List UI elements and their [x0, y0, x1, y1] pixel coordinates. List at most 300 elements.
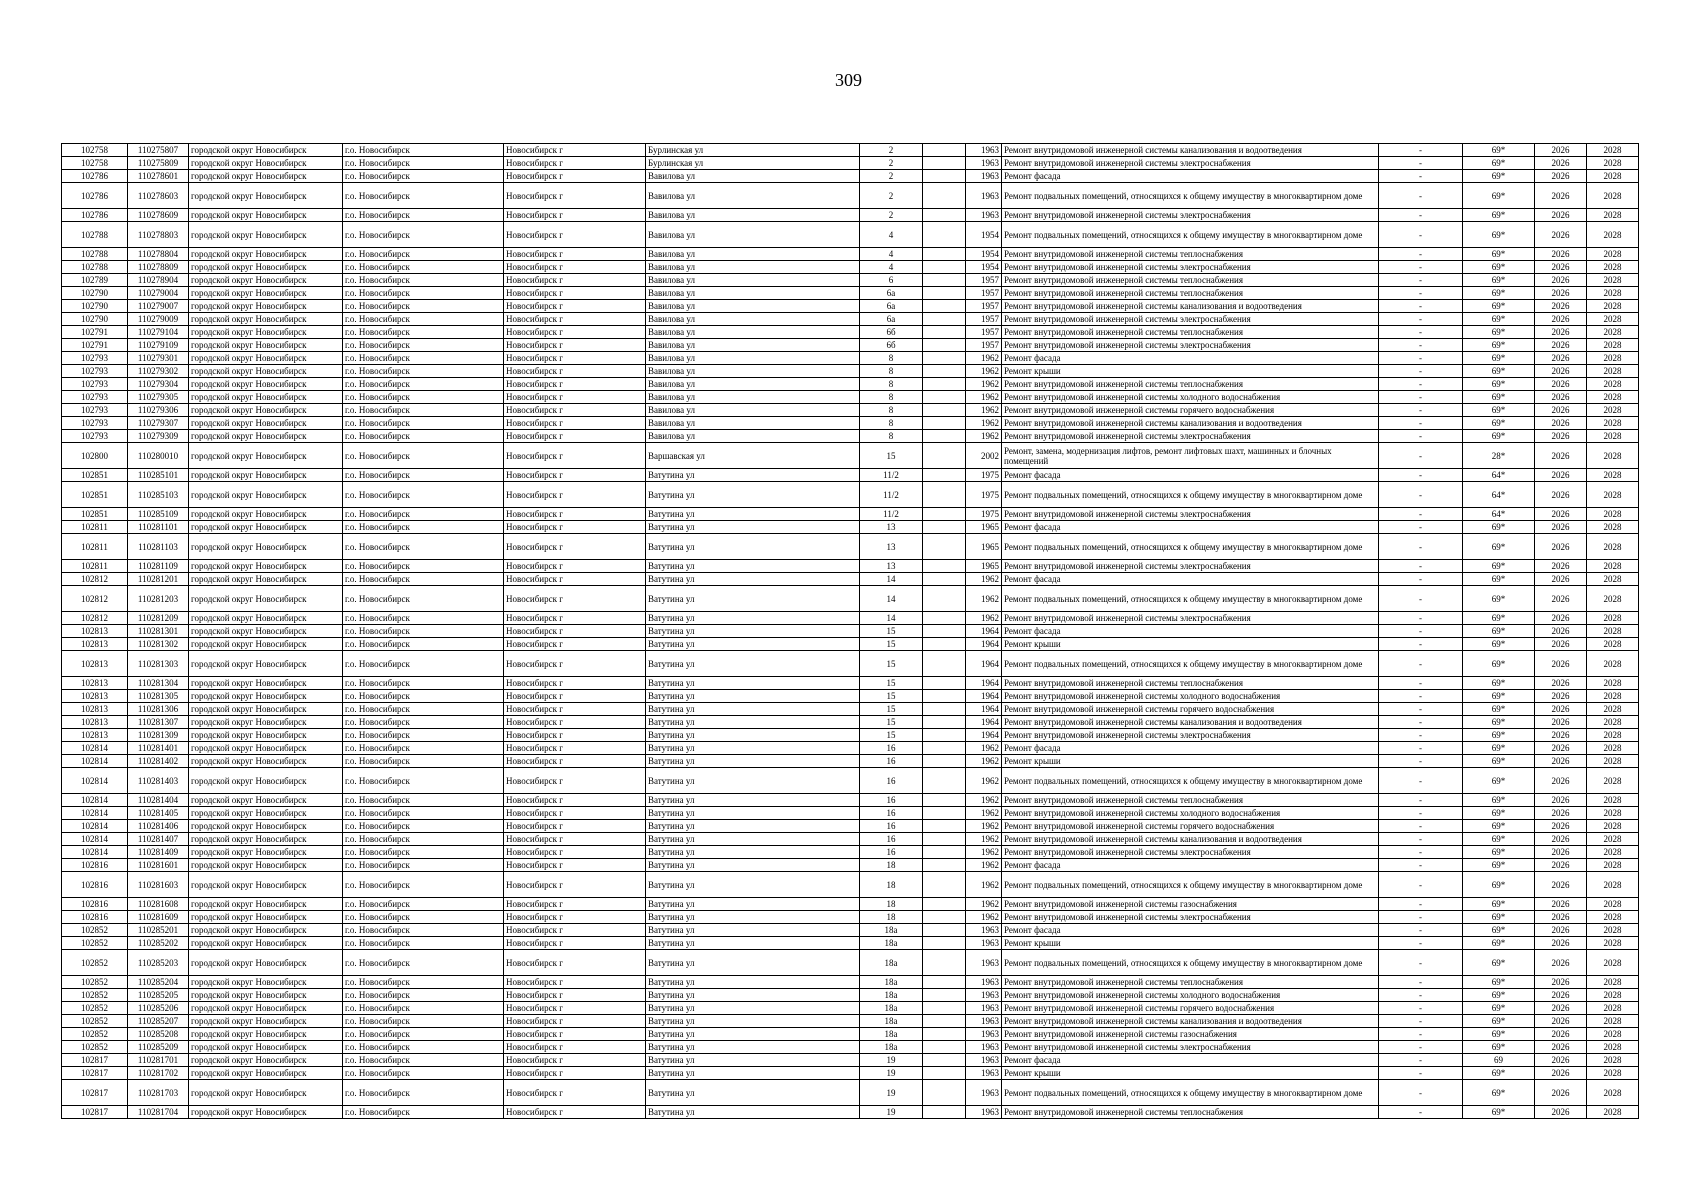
cell-year-start: 2026 [1535, 339, 1587, 352]
cell-locality: Новосибирск г [504, 859, 646, 872]
cell-municipal-district: городской округ Новосибирск [189, 651, 343, 677]
cell-work-type: Ремонт внутридомовой инженерной системы канализования и водоотведения [1002, 300, 1379, 313]
cell-year-start: 2026 [1535, 313, 1587, 326]
cell-work-type: Ремонт внутридомовой инженерной системы теплоснабжения [1002, 378, 1379, 391]
cell-year-start: 2026 [1535, 1054, 1587, 1067]
cell-house-number: 6б [860, 339, 923, 352]
cell-year-built: 1957 [966, 326, 1002, 339]
cell-house-id: 102816 [62, 872, 128, 898]
cell-locality: Новосибирск г [504, 989, 646, 1002]
cell-work-id: 110281103 [128, 534, 189, 560]
cell-locality: Новосибирск г [504, 326, 646, 339]
cell-cost-col: 69* [1463, 586, 1535, 612]
cell-house-number: 8 [860, 430, 923, 443]
cell-house-id: 102851 [62, 508, 128, 521]
cell-municipality: г.о. Новосибирск [343, 170, 504, 183]
cell-year-built: 1963 [966, 1054, 1002, 1067]
cell-house-id: 102758 [62, 144, 128, 157]
cell-work-type: Ремонт внутридомовой инженерной системы электроснабжения [1002, 261, 1379, 274]
cell-work-type: Ремонт фасада [1002, 521, 1379, 534]
cell-building [923, 703, 966, 716]
table-row [62, 209, 1639, 222]
table-row [62, 638, 1639, 651]
cell-municipality: г.о. Новосибирск [343, 859, 504, 872]
table-row [62, 625, 1639, 638]
cell-street: Ватутина ул [646, 950, 860, 976]
table-row [62, 768, 1639, 794]
cell-blank-col: - [1379, 859, 1463, 872]
cell-work-id: 110281309 [128, 729, 189, 742]
cell-locality: Новосибирск г [504, 716, 646, 729]
table-row [62, 1067, 1639, 1080]
cell-municipality: г.о. Новосибирск [343, 144, 504, 157]
cell-building [923, 430, 966, 443]
cell-house-number: 8 [860, 365, 923, 378]
cell-year-end: 2028 [1587, 417, 1639, 430]
cell-locality: Новосибирск г [504, 612, 646, 625]
cell-municipal-district: городской округ Новосибирск [189, 937, 343, 950]
cell-municipality: г.о. Новосибирск [343, 365, 504, 378]
cell-cost-col: 69* [1463, 157, 1535, 170]
cell-municipal-district: городской округ Новосибирск [189, 820, 343, 833]
cell-blank-col: - [1379, 729, 1463, 742]
cell-street: Ватутина ул [646, 586, 860, 612]
cell-building [923, 1106, 966, 1119]
cell-year-built: 1964 [966, 729, 1002, 742]
cell-blank-col: - [1379, 638, 1463, 651]
cell-work-id: 110275809 [128, 157, 189, 170]
cell-year-end: 2028 [1587, 521, 1639, 534]
cell-municipality: г.о. Новосибирск [343, 339, 504, 352]
cell-work-type: Ремонт фасада [1002, 859, 1379, 872]
cell-municipal-district: городской округ Новосибирск [189, 859, 343, 872]
cell-blank-col: - [1379, 170, 1463, 183]
cell-year-built: 1962 [966, 742, 1002, 755]
cell-blank-col: - [1379, 248, 1463, 261]
cell-house-number: 13 [860, 521, 923, 534]
cell-locality: Новосибирск г [504, 1002, 646, 1015]
cell-municipal-district: городской округ Новосибирск [189, 612, 343, 625]
cell-work-type: Ремонт фасада [1002, 1054, 1379, 1067]
cell-blank-col: - [1379, 391, 1463, 404]
cell-municipality: г.о. Новосибирск [343, 768, 504, 794]
cell-house-id: 102852 [62, 976, 128, 989]
cell-municipality: г.о. Новосибирск [343, 937, 504, 950]
cell-work-id: 110281303 [128, 651, 189, 677]
page-number: 309 [835, 70, 862, 90]
cell-year-end: 2028 [1587, 820, 1639, 833]
cell-house-number: 8 [860, 378, 923, 391]
cell-year-end: 2028 [1587, 872, 1639, 898]
cell-blank-col: - [1379, 898, 1463, 911]
cell-year-end: 2028 [1587, 209, 1639, 222]
cell-cost-col: 69* [1463, 1002, 1535, 1015]
cell-street: Вавилова ул [646, 404, 860, 417]
cell-year-built: 1965 [966, 560, 1002, 573]
cell-blank-col: - [1379, 911, 1463, 924]
table-row [62, 443, 1639, 469]
cell-street: Ватутина ул [646, 794, 860, 807]
cell-municipality: г.о. Новосибирск [343, 638, 504, 651]
cell-street: Ватутина ул [646, 898, 860, 911]
cell-house-id: 102817 [62, 1106, 128, 1119]
cell-house-id: 102813 [62, 677, 128, 690]
cell-house-number: 15 [860, 625, 923, 638]
cell-work-id: 110285208 [128, 1028, 189, 1041]
cell-year-start: 2026 [1535, 1080, 1587, 1106]
cell-building [923, 157, 966, 170]
cell-cost-col: 69* [1463, 534, 1535, 560]
cell-cost-col: 69* [1463, 911, 1535, 924]
cell-locality: Новосибирск г [504, 209, 646, 222]
cell-work-type: Ремонт внутридомовой инженерной системы электроснабжения [1002, 508, 1379, 521]
cell-year-end: 2028 [1587, 794, 1639, 807]
cell-work-type: Ремонт внутридомовой инженерной системы теплоснабжения [1002, 677, 1379, 690]
cell-cost-col: 69* [1463, 573, 1535, 586]
cell-house-id: 102786 [62, 209, 128, 222]
cell-work-id: 110281305 [128, 690, 189, 703]
cell-work-id: 110281702 [128, 1067, 189, 1080]
cell-street: Вавилова ул [646, 417, 860, 430]
cell-blank-col: - [1379, 703, 1463, 716]
cell-house-number: 18а [860, 924, 923, 937]
cell-municipality: г.о. Новосибирск [343, 729, 504, 742]
cell-year-end: 2028 [1587, 755, 1639, 768]
cell-street: Ватутина ул [646, 716, 860, 729]
table-row [62, 794, 1639, 807]
cell-house-id: 102817 [62, 1054, 128, 1067]
cell-house-number: 18а [860, 1002, 923, 1015]
cell-house-id: 102816 [62, 859, 128, 872]
cell-year-start: 2026 [1535, 508, 1587, 521]
cell-municipal-district: городской округ Новосибирск [189, 170, 343, 183]
cell-year-built: 1962 [966, 430, 1002, 443]
cell-year-start: 2026 [1535, 222, 1587, 248]
cell-house-id: 102786 [62, 170, 128, 183]
cell-street: Ватутина ул [646, 742, 860, 755]
cell-cost-col: 69* [1463, 1015, 1535, 1028]
table-row [62, 742, 1639, 755]
cell-cost-col: 69* [1463, 807, 1535, 820]
cell-street: Вавилова ул [646, 248, 860, 261]
cell-locality: Новосибирск г [504, 1041, 646, 1054]
cell-locality: Новосибирск г [504, 833, 646, 846]
cell-work-type: Ремонт внутридомовой инженерной системы электроснабжения [1002, 729, 1379, 742]
cell-street: Ватутина ул [646, 469, 860, 482]
cell-locality: Новосибирск г [504, 287, 646, 300]
cell-work-id: 110281701 [128, 1054, 189, 1067]
cell-cost-col: 69* [1463, 417, 1535, 430]
cell-year-built: 1962 [966, 365, 1002, 378]
table-row [62, 300, 1639, 313]
cell-house-number: 4 [860, 261, 923, 274]
cell-year-end: 2028 [1587, 651, 1639, 677]
cell-house-number: 8 [860, 352, 923, 365]
cell-municipal-district: городской округ Новосибирск [189, 833, 343, 846]
cell-work-id: 110281406 [128, 820, 189, 833]
cell-municipal-district: городской округ Новосибирск [189, 911, 343, 924]
cell-work-type: Ремонт внутридомовой инженерной системы теплоснабжения [1002, 794, 1379, 807]
cell-house-id: 102790 [62, 300, 128, 313]
cell-house-id: 102793 [62, 417, 128, 430]
cell-building [923, 170, 966, 183]
cell-house-id: 102852 [62, 1028, 128, 1041]
cell-municipal-district: городской округ Новосибирск [189, 716, 343, 729]
cell-street: Ватутина ул [646, 560, 860, 573]
cell-year-start: 2026 [1535, 300, 1587, 313]
cell-municipality: г.о. Новосибирск [343, 612, 504, 625]
cell-house-id: 102790 [62, 313, 128, 326]
cell-locality: Новосибирск г [504, 521, 646, 534]
cell-house-number: 18 [860, 911, 923, 924]
cell-municipality: г.о. Новосибирск [343, 1041, 504, 1054]
cell-year-built: 1964 [966, 716, 1002, 729]
cell-street: Ватутина ул [646, 768, 860, 794]
cell-municipality: г.о. Новосибирск [343, 261, 504, 274]
cell-municipality: г.о. Новосибирск [343, 1106, 504, 1119]
cell-municipality: г.о. Новосибирск [343, 898, 504, 911]
cell-cost-col: 69* [1463, 768, 1535, 794]
cell-year-built: 1963 [966, 209, 1002, 222]
cell-house-id: 102816 [62, 911, 128, 924]
cell-year-built: 1963 [966, 1041, 1002, 1054]
cell-cost-col: 69* [1463, 261, 1535, 274]
cell-municipality: г.о. Новосибирск [343, 326, 504, 339]
cell-year-built: 1963 [966, 1106, 1002, 1119]
cell-building [923, 534, 966, 560]
cell-municipal-district: городской округ Новосибирск [189, 989, 343, 1002]
cell-municipal-district: городской округ Новосибирск [189, 144, 343, 157]
cell-year-start: 2026 [1535, 430, 1587, 443]
cell-blank-col: - [1379, 820, 1463, 833]
cell-house-id: 102813 [62, 716, 128, 729]
cell-year-built: 1957 [966, 313, 1002, 326]
cell-cost-col: 69* [1463, 430, 1535, 443]
cell-municipal-district: городской округ Новосибирск [189, 586, 343, 612]
cell-year-built: 1963 [966, 183, 1002, 209]
cell-year-end: 2028 [1587, 833, 1639, 846]
cell-year-start: 2026 [1535, 391, 1587, 404]
cell-year-end: 2028 [1587, 326, 1639, 339]
cell-cost-col: 69* [1463, 560, 1535, 573]
table-row [62, 508, 1639, 521]
cell-locality: Новосибирск г [504, 391, 646, 404]
cell-year-start: 2026 [1535, 937, 1587, 950]
cell-blank-col: - [1379, 742, 1463, 755]
cell-municipal-district: городской округ Новосибирск [189, 222, 343, 248]
cell-street: Вавилова ул [646, 170, 860, 183]
cell-municipal-district: городской округ Новосибирск [189, 209, 343, 222]
cell-year-end: 2028 [1587, 690, 1639, 703]
cell-work-type: Ремонт подвальных помещений, относящихся к общему имуществу в многоквартирном доме [1002, 482, 1379, 508]
cell-house-number: 6б [860, 326, 923, 339]
cell-street: Ватутина ул [646, 872, 860, 898]
cell-year-start: 2026 [1535, 261, 1587, 274]
cell-building [923, 443, 966, 469]
cell-cost-col: 64* [1463, 508, 1535, 521]
cell-street: Ватутина ул [646, 677, 860, 690]
cell-house-id: 102814 [62, 768, 128, 794]
cell-work-id: 110281307 [128, 716, 189, 729]
cell-year-built: 1962 [966, 794, 1002, 807]
cell-locality: Новосибирск г [504, 976, 646, 989]
cell-street: Ватутина ул [646, 859, 860, 872]
cell-year-built: 1962 [966, 586, 1002, 612]
cell-cost-col: 64* [1463, 469, 1535, 482]
cell-cost-col: 69* [1463, 690, 1535, 703]
cell-locality: Новосибирск г [504, 261, 646, 274]
table-row [62, 248, 1639, 261]
cell-work-type: Ремонт крыши [1002, 1067, 1379, 1080]
cell-work-type: Ремонт фасада [1002, 352, 1379, 365]
cell-year-start: 2026 [1535, 820, 1587, 833]
cell-work-id: 110275807 [128, 144, 189, 157]
cell-year-end: 2028 [1587, 846, 1639, 859]
cell-blank-col: - [1379, 573, 1463, 586]
cell-year-start: 2026 [1535, 742, 1587, 755]
cell-municipality: г.о. Новосибирск [343, 274, 504, 287]
cell-cost-col: 69* [1463, 183, 1535, 209]
table-row [62, 339, 1639, 352]
cell-locality: Новосибирск г [504, 339, 646, 352]
cell-work-type: Ремонт внутридомовой инженерной системы канализования и водоотведения [1002, 833, 1379, 846]
cell-building [923, 612, 966, 625]
cell-building [923, 586, 966, 612]
cell-year-end: 2028 [1587, 443, 1639, 469]
cell-house-id: 102786 [62, 183, 128, 209]
cell-house-number: 15 [860, 690, 923, 703]
cell-municipal-district: городской округ Новосибирск [189, 339, 343, 352]
cell-house-id: 102852 [62, 1041, 128, 1054]
cell-blank-col: - [1379, 768, 1463, 794]
cell-municipality: г.о. Новосибирск [343, 1080, 504, 1106]
cell-municipal-district: городской округ Новосибирск [189, 729, 343, 742]
cell-municipality: г.о. Новосибирск [343, 976, 504, 989]
cell-work-type: Ремонт внутридомовой инженерной системы электроснабжения [1002, 313, 1379, 326]
cell-building [923, 820, 966, 833]
cell-blank-col: - [1379, 443, 1463, 469]
cell-locality: Новосибирск г [504, 677, 646, 690]
cell-work-type: Ремонт подвальных помещений, относящихся к общему имуществу в многоквартирном доме [1002, 534, 1379, 560]
cell-year-start: 2026 [1535, 690, 1587, 703]
cell-house-id: 102852 [62, 1015, 128, 1028]
cell-building [923, 1028, 966, 1041]
cell-building [923, 911, 966, 924]
cell-blank-col: - [1379, 209, 1463, 222]
cell-building [923, 1002, 966, 1015]
cell-street: Вавилова ул [646, 209, 860, 222]
cell-locality: Новосибирск г [504, 950, 646, 976]
cell-house-id: 102758 [62, 157, 128, 170]
cell-locality: Новосибирск г [504, 729, 646, 742]
cell-house-id: 102813 [62, 703, 128, 716]
cell-municipal-district: городской округ Новосибирск [189, 469, 343, 482]
cell-cost-col: 69* [1463, 391, 1535, 404]
cell-municipal-district: городской округ Новосибирск [189, 378, 343, 391]
cell-street: Ватутина ул [646, 1067, 860, 1080]
cell-house-id: 102814 [62, 755, 128, 768]
cell-blank-col: - [1379, 1054, 1463, 1067]
table-row [62, 950, 1639, 976]
cell-house-number: 15 [860, 638, 923, 651]
cell-house-number: 16 [860, 820, 923, 833]
cell-house-id: 102812 [62, 586, 128, 612]
cell-municipal-district: городской округ Новосибирск [189, 482, 343, 508]
cell-municipal-district: городской округ Новосибирск [189, 573, 343, 586]
cell-municipal-district: городской округ Новосибирск [189, 157, 343, 170]
cell-municipality: г.о. Новосибирск [343, 677, 504, 690]
cell-municipality: г.о. Новосибирск [343, 846, 504, 859]
cell-blank-col: - [1379, 157, 1463, 170]
cell-house-number: 15 [860, 729, 923, 742]
table-row [62, 573, 1639, 586]
cell-locality: Новосибирск г [504, 807, 646, 820]
cell-blank-col: - [1379, 300, 1463, 313]
cell-work-type: Ремонт внутридомовой инженерной системы канализования и водоотведения [1002, 417, 1379, 430]
cell-locality: Новосибирск г [504, 794, 646, 807]
cell-cost-col: 69* [1463, 1028, 1535, 1041]
cell-house-number: 11/2 [860, 469, 923, 482]
cell-year-start: 2026 [1535, 365, 1587, 378]
cell-work-id: 110285206 [128, 1002, 189, 1015]
table-row [62, 898, 1639, 911]
cell-year-end: 2028 [1587, 261, 1639, 274]
cell-locality: Новосибирск г [504, 911, 646, 924]
cell-street: Ватутина ул [646, 1041, 860, 1054]
cell-house-number: 13 [860, 534, 923, 560]
cell-street: Вавилова ул [646, 222, 860, 248]
cell-blank-col: - [1379, 508, 1463, 521]
cell-year-built: 1962 [966, 898, 1002, 911]
table-row [62, 1041, 1639, 1054]
cell-work-id: 110281703 [128, 1080, 189, 1106]
cell-building [923, 807, 966, 820]
cell-municipality: г.о. Новосибирск [343, 1054, 504, 1067]
cell-municipality: г.о. Новосибирск [343, 313, 504, 326]
cell-blank-col: - [1379, 937, 1463, 950]
cell-year-start: 2026 [1535, 898, 1587, 911]
cell-locality: Новосибирск г [504, 586, 646, 612]
cell-year-end: 2028 [1587, 703, 1639, 716]
cell-locality: Новосибирск г [504, 469, 646, 482]
cell-year-start: 2026 [1535, 872, 1587, 898]
cell-year-end: 2028 [1587, 638, 1639, 651]
cell-blank-col: - [1379, 924, 1463, 937]
cell-house-number: 14 [860, 586, 923, 612]
cell-house-id: 102793 [62, 430, 128, 443]
cell-house-id: 102790 [62, 287, 128, 300]
cell-municipality: г.о. Новосибирск [343, 716, 504, 729]
cell-year-end: 2028 [1587, 287, 1639, 300]
cell-year-start: 2026 [1535, 1002, 1587, 1015]
cell-municipal-district: городской округ Новосибирск [189, 794, 343, 807]
cell-municipality: г.о. Новосибирск [343, 521, 504, 534]
cell-year-built: 1963 [966, 1028, 1002, 1041]
table-row [62, 261, 1639, 274]
cell-year-start: 2026 [1535, 183, 1587, 209]
cell-municipality: г.о. Новосибирск [343, 651, 504, 677]
cell-blank-col: - [1379, 352, 1463, 365]
cell-cost-col: 69* [1463, 703, 1535, 716]
cell-house-number: 11/2 [860, 508, 923, 521]
cell-cost-col: 69* [1463, 339, 1535, 352]
cell-cost-col: 69* [1463, 937, 1535, 950]
cell-year-start: 2026 [1535, 768, 1587, 794]
cell-locality: Новосибирск г [504, 378, 646, 391]
cell-municipal-district: городской округ Новосибирск [189, 1054, 343, 1067]
cell-house-id: 102811 [62, 560, 128, 573]
cell-municipality: г.о. Новосибирск [343, 430, 504, 443]
